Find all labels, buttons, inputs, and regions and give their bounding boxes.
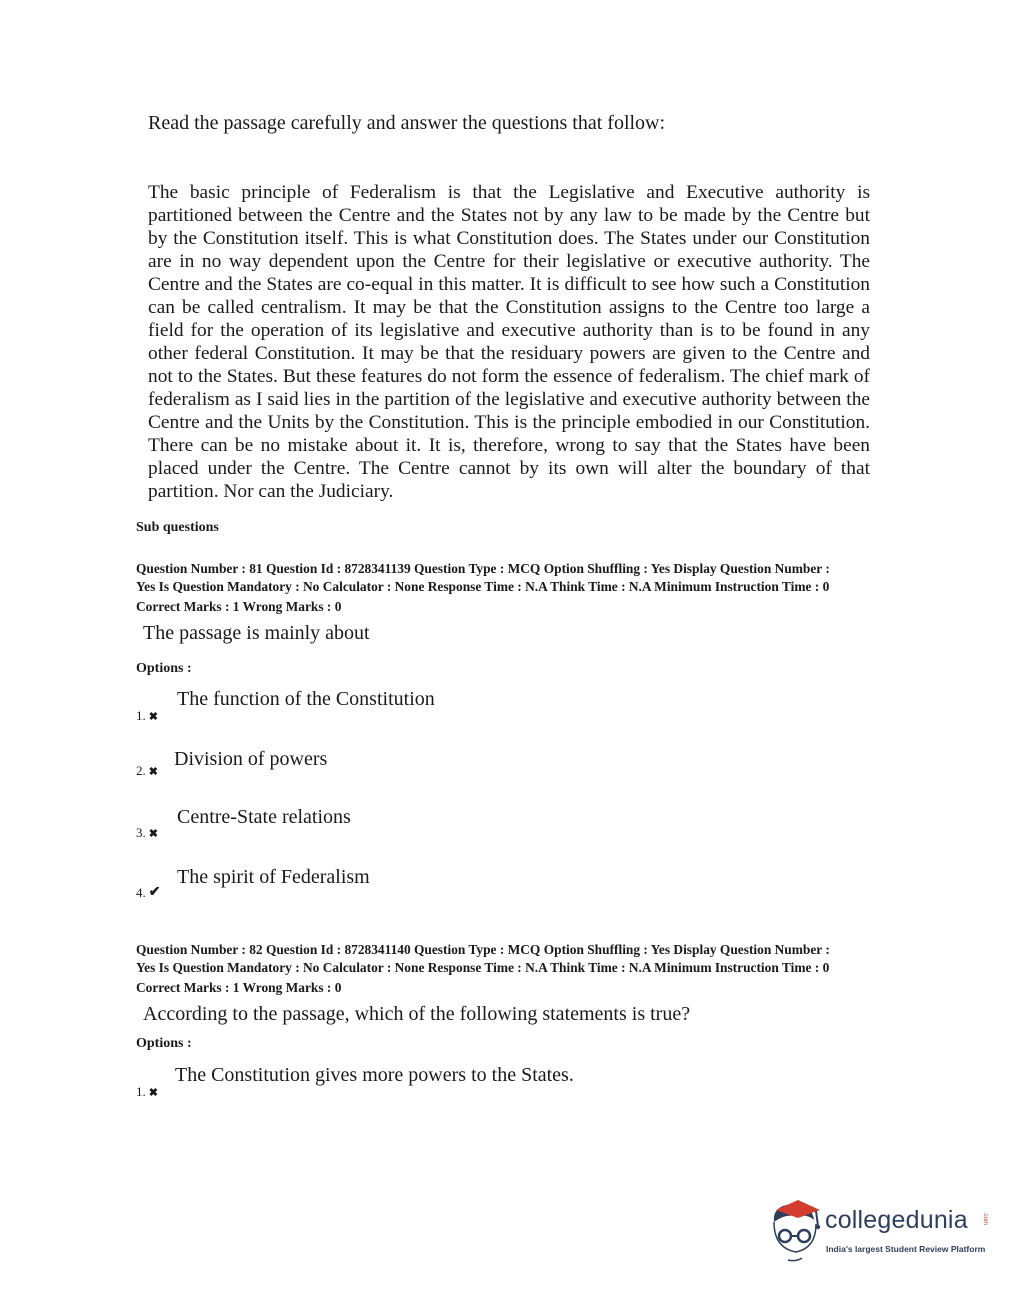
- logo-tagline: India's largest Student Review Platform: [826, 1244, 986, 1254]
- options-label: Options :: [136, 1036, 192, 1051]
- reading-passage: The basic principle of Federalism is that the Legislative and Executive authority is partitioned between the Centre and the States not by any law to be made by the Centre but by the Constitution itself. This is what Constitution does. The States under our Constitution are in no way dependent upon the Centre for their legislative or executive authority. The Centre and the States are co-equal in this matter. It is difficult to see how such a Constitution can be called centralism. It may be that the Constitution assigns to the Centre too large a field for the operation of its legislative and executive authority than is to be found in any other federal Constitution. It may be that the residuary powers are given to the Centre and not to the States. But these features do not form the essence of federalism. The chief mark of federalism as I said lies in the partition of the legislative and executive authority between the Centre and the Units by the Constitution. This is the principle embodied in our Constitution. There can be no mistake about it. It is, therefore, wrong to say that the States have been placed under the Centre. The Centre cannot by its own will alter the boundary of that partition. Nor can the Judiciary.: [148, 182, 870, 502]
- option-index: 1.: [136, 708, 146, 723]
- meta-line: Correct Marks : 1 Wrong Marks : 0: [136, 980, 342, 995]
- logo-wordmark: collegedunia: [825, 1206, 968, 1234]
- option-text[interactable]: The spirit of Federalism: [177, 866, 370, 888]
- option-index: 3.: [136, 825, 146, 840]
- option-index: 1.: [136, 1084, 146, 1099]
- question-82-meta: [136, 941, 906, 997]
- cross-icon: ✖: [148, 1086, 158, 1099]
- meta-line: Yes Is Question Mandatory : No Calculator : None Response Time : N.A Think Time : N.A Minimum Instruction Time : 0: [136, 579, 830, 594]
- option-text[interactable]: Centre-State relations: [177, 806, 351, 828]
- option-number: [136, 884, 160, 901]
- cross-icon: ✖: [148, 710, 158, 723]
- option-number: [136, 708, 158, 724]
- mascot-icon: [768, 1198, 824, 1268]
- option-number: [136, 763, 158, 779]
- cross-icon: ✖: [148, 765, 158, 778]
- check-icon: ✔: [148, 885, 161, 900]
- option-index: 2.: [136, 763, 146, 778]
- collegedunia-logo[interactable]: [768, 1198, 993, 1268]
- option-number: [136, 825, 158, 841]
- question-81-text: The passage is mainly about: [143, 622, 370, 644]
- options-label: Options :: [136, 661, 192, 676]
- meta-line: Correct Marks : 1 Wrong Marks : 0: [136, 599, 342, 614]
- option-index: 4.: [136, 884, 146, 900]
- instruction-text: Read the passage carefully and answer the questions that follow:: [148, 112, 666, 134]
- logo-domain: .com: [982, 1212, 988, 1226]
- sub-questions-heading: Sub questions: [136, 520, 219, 535]
- cross-icon: ✖: [148, 827, 158, 840]
- option-number: [136, 1084, 158, 1100]
- option-text[interactable]: The function of the Constitution: [177, 688, 435, 710]
- meta-line: Yes Is Question Mandatory : No Calculator : None Response Time : N.A Think Time : N.A Minimum Instruction Time : 0: [136, 960, 830, 975]
- meta-line: Question Number : 82 Question Id : 8728341140 Question Type : MCQ Option Shuffling : Yes Display Question Number :: [136, 942, 830, 957]
- question-82-text: According to the passage, which of the following statements is true?: [143, 1003, 691, 1025]
- option-text[interactable]: Division of powers: [174, 748, 328, 770]
- option-text[interactable]: The Constitution gives more powers to the States.: [175, 1064, 574, 1086]
- meta-line: Question Number : 81 Question Id : 8728341139 Question Type : MCQ Option Shuffling : Yes Display Question Number :: [136, 561, 830, 576]
- question-81-meta: [136, 560, 906, 616]
